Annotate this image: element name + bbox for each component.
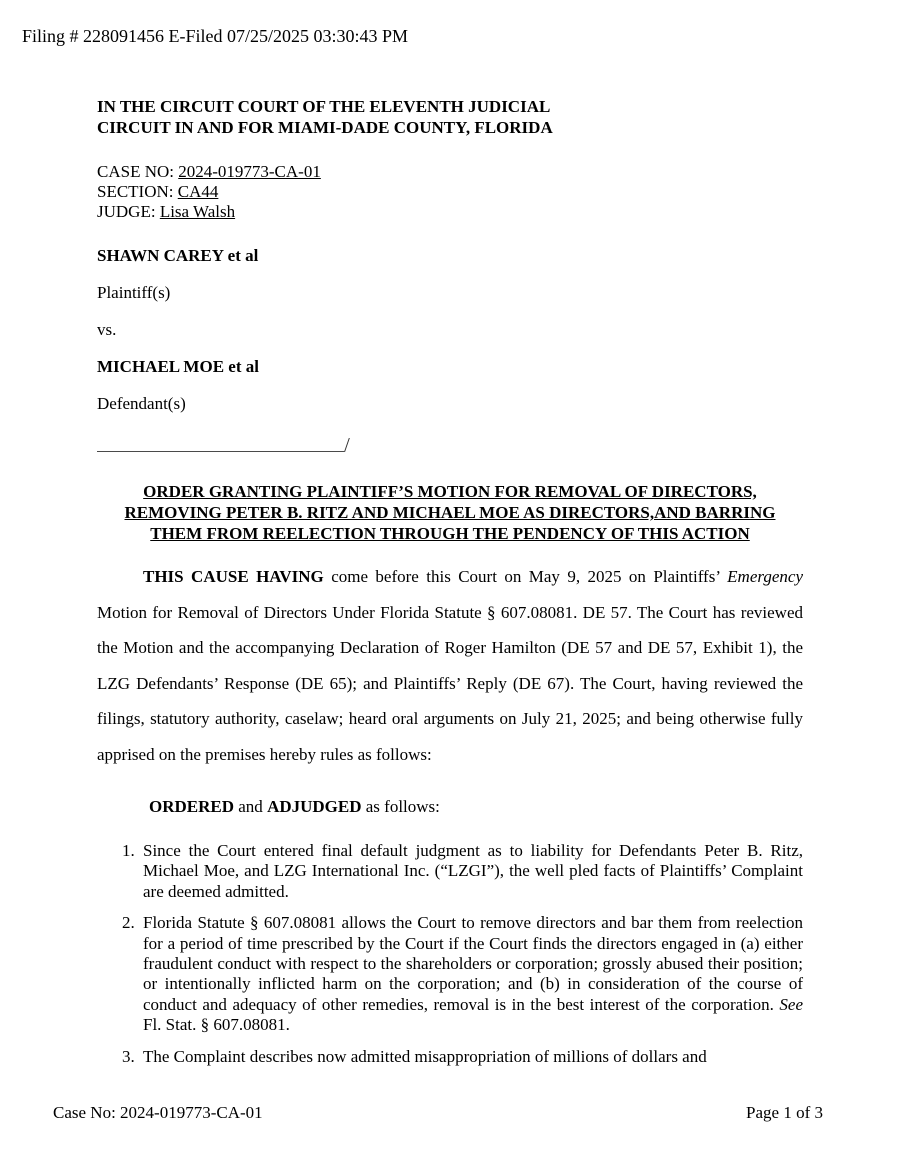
court-header (97, 96, 803, 138)
intro-paragraph (97, 559, 803, 772)
ruling-item-2-body: Florida Statute § 607.08081 allows the Court to remove directors and bar them from reelection for a period of time prescribed by the Court if the Court finds the directors engaged in (a) either fraudulent conduct with respect to the shareholders or corporation; grossly abused their position; or intentionally inflicted harm on the corporation; and (b) in consideration of the course of conduct and adequacy of other remedies, removal is in the best interest of the corporation. (143, 913, 803, 1014)
ruling-list (97, 841, 803, 1067)
plaintiff-name: SHAWN CAREY et al (97, 246, 259, 265)
document-body (97, 96, 803, 1078)
adjudged-word: ADJUDGED (267, 797, 362, 816)
defendant-name: MICHAEL MOE et al (97, 357, 259, 376)
ordered-follows: as follows: (361, 797, 440, 816)
ruling-item-3 (97, 1047, 803, 1067)
case-number-value: 2024-019773-CA-01 (178, 162, 321, 181)
ruling-item-2-see-cite: See (779, 994, 803, 1014)
ruling-item-2-text (143, 913, 803, 1035)
case-number-line (97, 162, 803, 182)
intro-text-1: come before this Court on May 9, 2025 on Plaintiffs’ (323, 567, 728, 586)
parties-block (97, 245, 803, 457)
intro-text-2: Motion for Removal of Directors Under Florida Statute § 607.08081. DE 57. The Court has reviewed the Motion and the accompanying Declaration of Roger Hamilton (DE 57 and DE 57, Exhibit 1), the LZG Defendants’ Response (DE 65); and Plaintiffs’ Reply (DE 67). The Court, having reviewed the filings, statutory authority, caselaw; heard oral arguments on July 21, 2025; and being otherwise fully apprised on the premises hereby rules as follows: (97, 602, 803, 764)
defendant-role: Defendant(s) (97, 394, 186, 413)
section-line (97, 182, 803, 202)
section-label: SECTION: (97, 182, 178, 201)
court-header-line1: IN THE CIRCUIT COURT OF THE ELEVENTH JUDICIAL (97, 97, 551, 116)
ruling-item-1-text (143, 841, 803, 902)
ruling-item-3-body: The Complaint describes now admitted misappropriation of millions of dollars and (143, 1046, 707, 1066)
ruling-item-3-text (143, 1047, 803, 1067)
separator-slash: / (344, 433, 350, 457)
judge-line (97, 202, 803, 222)
intro-bold-lead: THIS CAUSE HAVING (143, 567, 324, 586)
plaintiff-role: Plaintiff(s) (97, 283, 171, 302)
order-title-line3: THEM FROM REELECTION THROUGH THE PENDENCY OF THIS ACTION (150, 524, 750, 543)
caption-separator (97, 430, 803, 457)
ruling-item-1-body: Since the Court entered final default judgment as to liability for Defendants Peter B. Ritz, Michael Moe, and LZG International Inc. (“LZGI”), the well pled facts of Plaintiffs’ Complaint are deemed admitted. (143, 841, 803, 901)
order-title-line2: REMOVING PETER B. RITZ AND MICHAEL MOE AS DIRECTORS,AND BARRING (124, 503, 776, 522)
court-header-line2: CIRCUIT IN AND FOR MIAMI-DADE COUNTY, FLORIDA (97, 118, 553, 137)
order-title (97, 481, 803, 544)
footer-case-number: Case No: 2024-019773-CA-01 (53, 1103, 263, 1122)
versus-label: vs. (97, 320, 117, 339)
case-caption (97, 162, 803, 222)
ordered-word: ORDERED (149, 797, 235, 816)
judge-value: Lisa Walsh (159, 202, 236, 221)
ruling-item-1-number: 1. (122, 841, 135, 860)
separator-rule (97, 430, 344, 452)
page-footer (0, 1103, 900, 1123)
ruling-item-2-number: 2. (122, 913, 135, 933)
case-number-label: CASE NO: (97, 162, 179, 181)
efiling-stamp: Filing # 228091456 E-Filed 07/25/2025 03:30:43 PM (22, 26, 409, 46)
judge-label: JUDGE: (97, 202, 160, 221)
ruling-item-1 (97, 841, 803, 902)
ordered-and: and (234, 797, 268, 816)
intro-italic-title: Emergency (727, 567, 803, 586)
ordered-adjudged-line (97, 796, 803, 817)
ruling-item-2 (97, 913, 803, 1035)
ruling-item-2-cite: Fl. Stat. § 607.08081. (143, 1015, 290, 1035)
footer-page-indicator: Page 1 of 3 (746, 1103, 823, 1122)
section-value: CA44 (177, 182, 219, 201)
order-title-line1: ORDER GRANTING PLAINTIFF’S MOTION FOR REMOVAL OF DIRECTORS, (143, 482, 757, 501)
ruling-item-3-number: 3. (122, 1046, 135, 1066)
